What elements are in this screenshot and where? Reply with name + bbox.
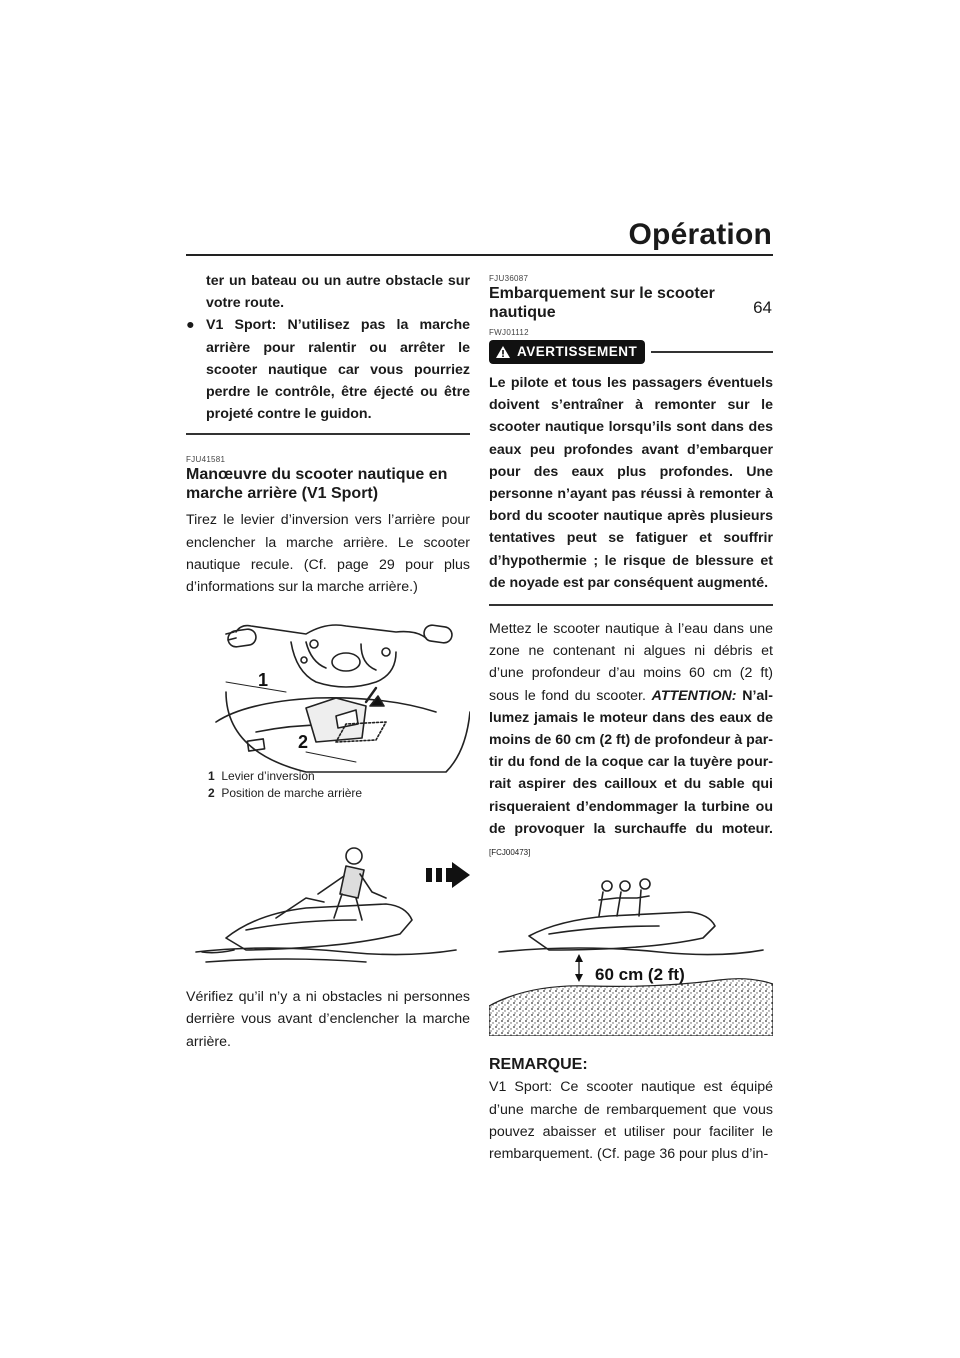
rider-reversing-illustration — [186, 828, 470, 968]
callout-1: 1 — [258, 670, 269, 691]
launch-text: Mettez le scooter nautique à l’eau dans une zone ne contenant ni algues ni débris et d’une profondeur d’au moins 60 cm (2 ft) sous le fond du scooter. — [489, 621, 773, 704]
attention-code: [FCJ00473] — [489, 848, 531, 858]
bullet-continuation: ter un bateau ou un autre obstacle sur votre route. — [206, 273, 470, 312]
section-title: Embarquement sur le scooter nautique — [489, 285, 715, 321]
attention-label: ATTENTION: — [651, 687, 737, 704]
section-code: FJU36087 — [489, 274, 529, 283]
section-paragraph: Tirez le levier d’inversion vers l’arrière pour enclencher la marche arrière. Le scooter nautique recule. (Cf. page 29 pour plus d’informations sur la marche arrière.) — [186, 512, 470, 596]
check-paragraph: Vérifiez qu’il n’y a ni obstacles ni personnes derrière vous avant d’enclencher la marche arrière. — [186, 989, 470, 1050]
bullet-dot-icon: ● — [186, 317, 195, 334]
warning-rule — [651, 351, 773, 353]
remarque-text: V1 Sport: Ce scooter nautique est équipé d’une marche de rembarquement que vous pouvez abaisser et utiliser pour faciliter le rembarquement. (Cf. page 36 pour plus d’in- — [489, 1079, 773, 1163]
launch-paragraph — [489, 618, 773, 864]
page-title: Opération — [628, 218, 772, 251]
bullet-text: V1 Sport: N’utilisez pas la marche arrière pour ralentir ou arrêter le scooter nautique car vous pourriez perdre le contrôle, être éjecté ou être projeté contre le guidon. — [206, 317, 470, 423]
attention-text: N’allumez jamais le moteur dans des eaux de moins de 60 cm (2 ft) de profondeur à partir du fond de la coque car la tuyère pourrait aspirer des cailloux et du sable qui risqueraient d’endommager la turbine ou de provoquer la surchauffe du moteur. — [489, 687, 773, 837]
page-number: 64 — [753, 298, 772, 317]
figure-legend — [208, 768, 470, 802]
section-code: FJU41581 — [186, 455, 226, 465]
right-column — [489, 264, 773, 1165]
title-rule — [186, 254, 773, 256]
left-column — [186, 264, 470, 1053]
depth-label: 60 cm (2 ft) — [595, 965, 685, 985]
section-title: Manœuvre du scooter nautique en marche arrière (V1 Sport) — [186, 466, 448, 503]
depth-illustration — [489, 876, 773, 1036]
bullet-item — [186, 314, 470, 425]
warning-triangle-icon — [495, 345, 511, 359]
warning-text: Le pilote et tous les passagers éventuels doivent s’entraîner à remonter sur le scooter nautique lorsqu’ils sont dans des eaux peu profondes avant d’embarquer pour des eaux plus profondes. Une personne n’ayant pas réussi à remonter à bord du scooter nautique après plusieurs tentatives peut se fatiguer et souffrir d’hypothermie ; le risque de blessure et de noyade est par conséquent augmenté. — [489, 375, 773, 591]
warning-header — [489, 340, 773, 364]
reverse-lever-illustration — [186, 612, 470, 782]
warning-code: FWJ01112 — [489, 328, 529, 337]
warning-end-rule — [489, 604, 773, 606]
legend-item: 1 Levier d’inversion — [208, 769, 315, 784]
callout-2: 2 — [298, 732, 309, 753]
remarque-title: REMARQUE: — [489, 1056, 588, 1074]
legend-item: 2 Position de marche arrière — [208, 786, 363, 801]
warning-badge: AVERTISSEMENT — [489, 340, 645, 364]
warning-end-rule — [186, 433, 470, 435]
